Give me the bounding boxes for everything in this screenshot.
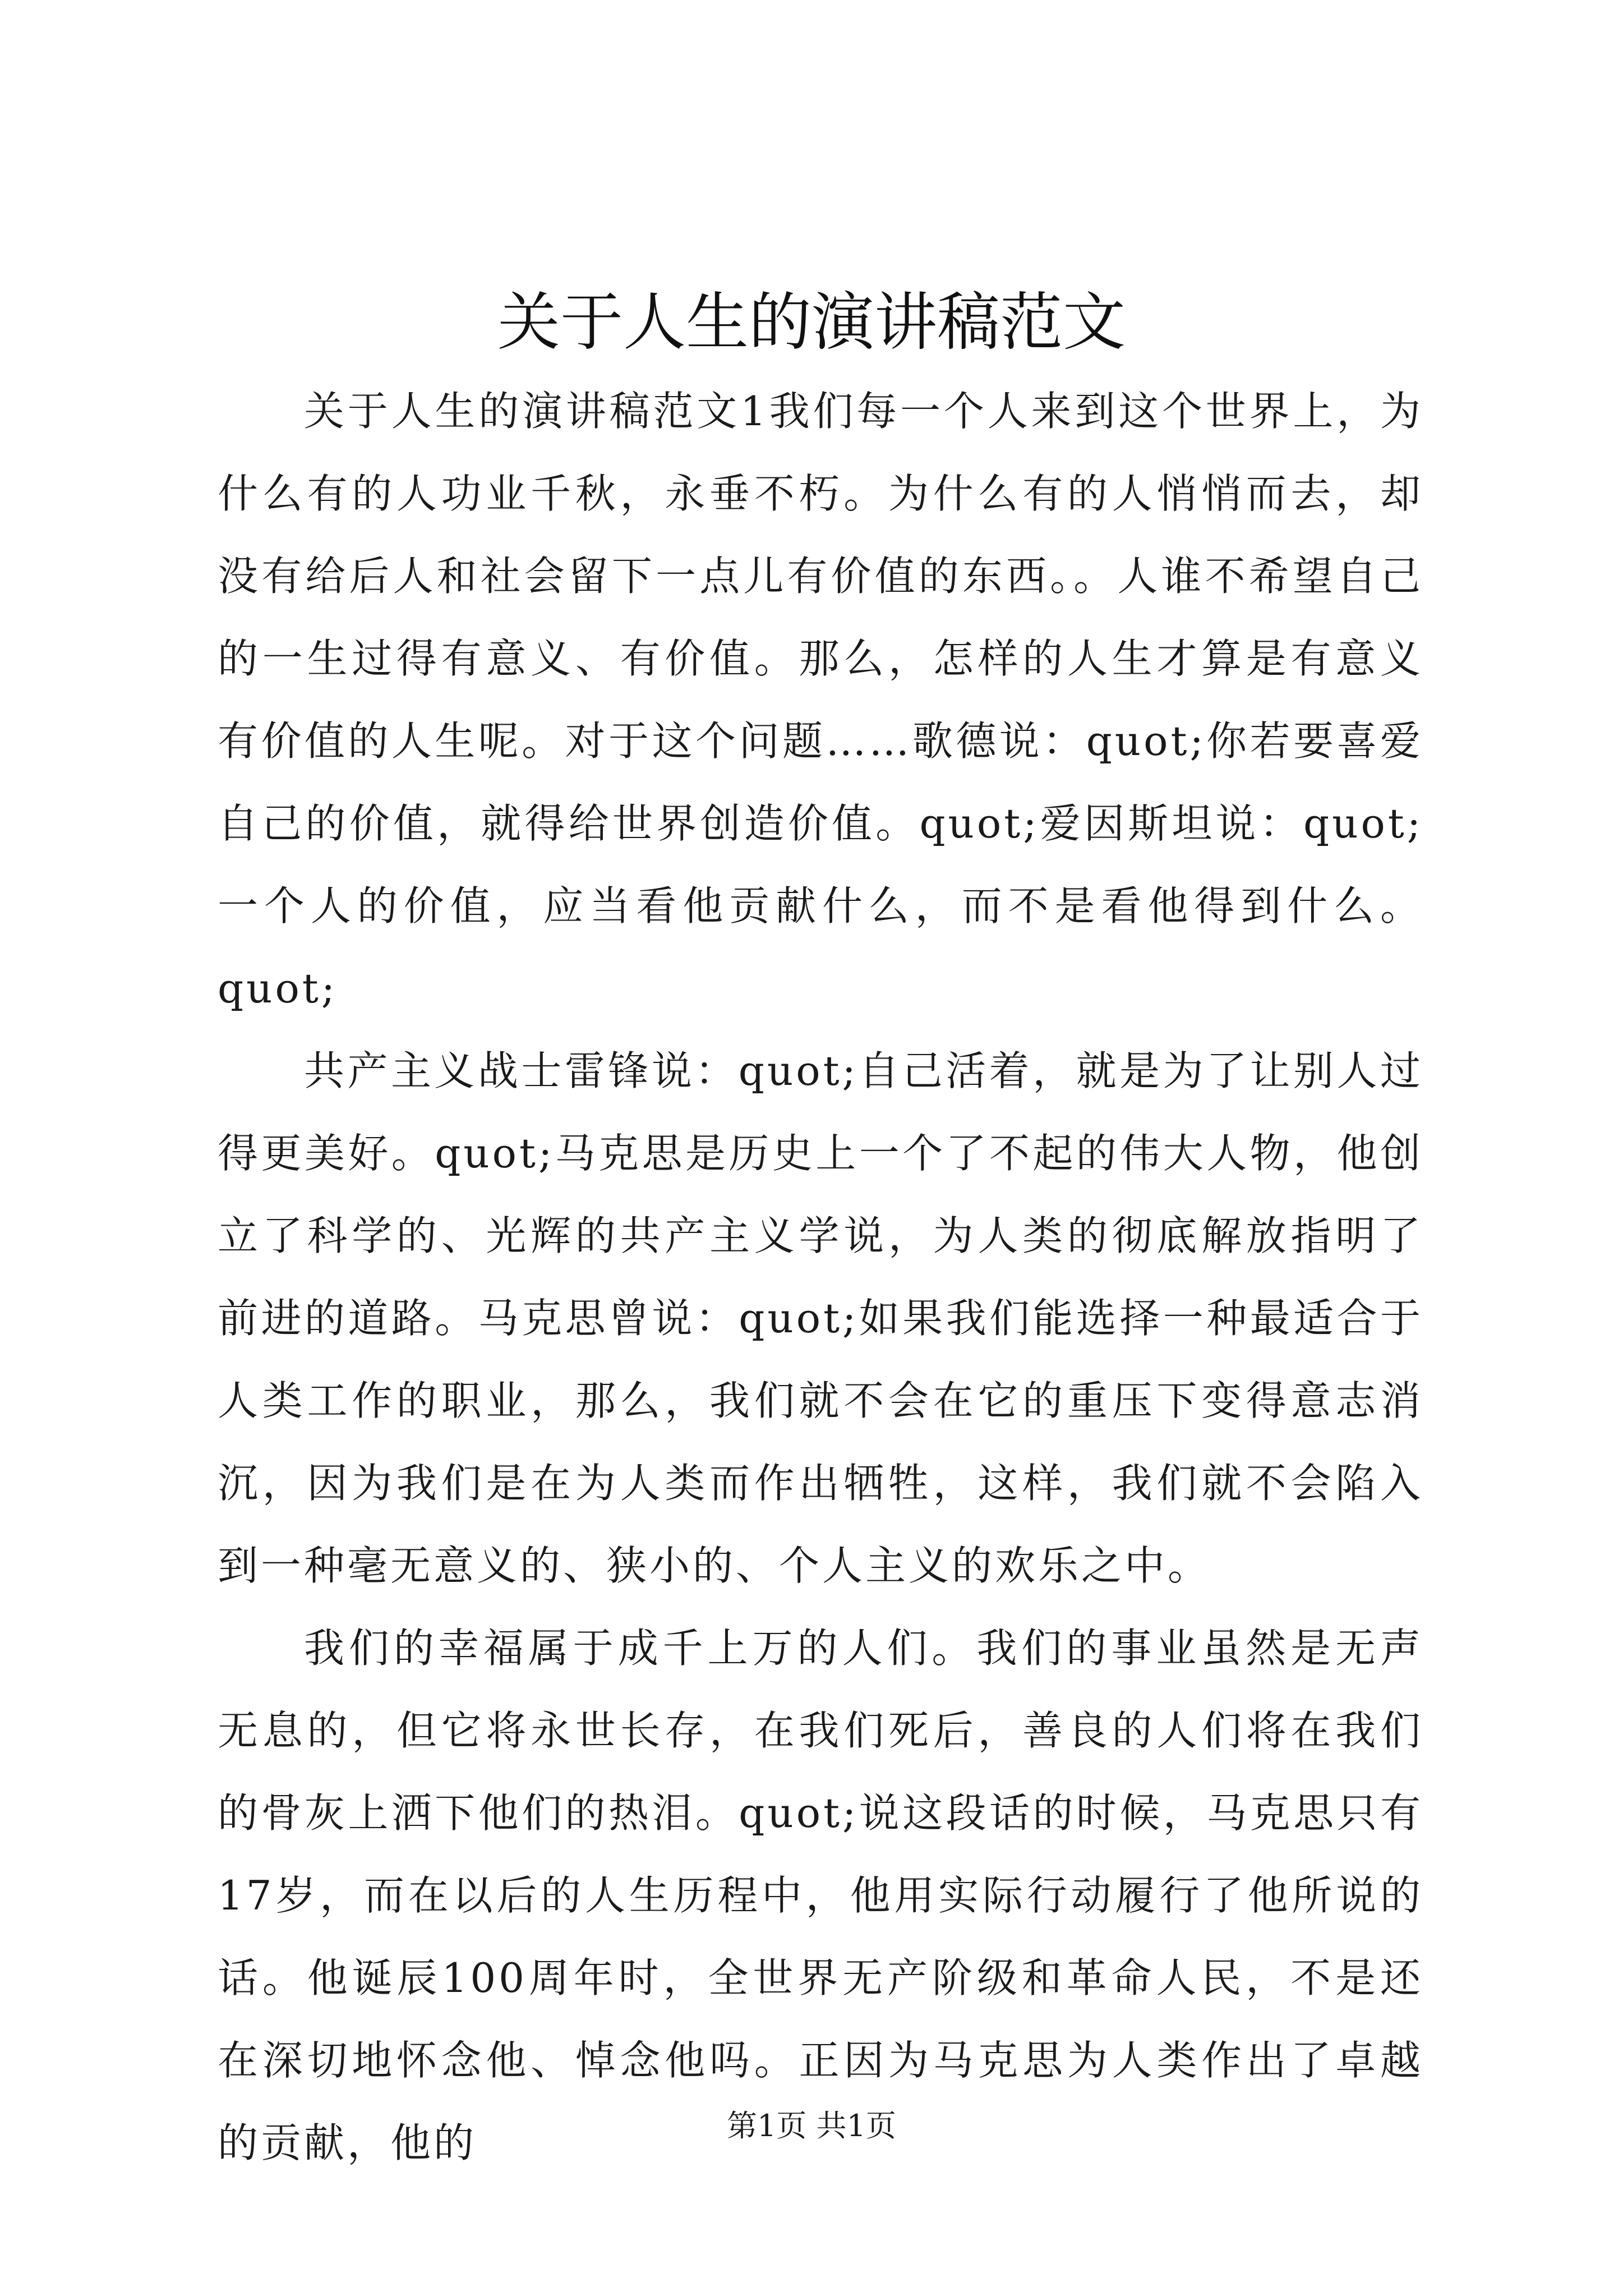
paragraph-3: 我们的幸福属于成千上万的人们。我们的事业虽然是无声无息的，但它将永世长存，在我们死后，善良的人们将在我们的骨灰上洒下他们的热泪。quot;说这段话的时候，马克思只有17岁，而在以后的人生历程中，他用实际行动履行了他所说的话。他诞辰100周年时，全世界无产阶级和革命人民，不是还在深切地怀念他、悼念他吗。正因为马克思为人类作出了卓越的贡献，他的	[218, 1625, 1423, 2166]
paragraph-1: 关于人生的演讲稿范文1我们每一个人来到这个世界上，为什么有的人功业千秋，永垂不朽。为什么有的人悄悄而去，却没有给后人和社会留下一点儿有价值的东西。。人谁不希望自己的一生过得有意义、有价值。那么，怎样的人生才算是有意义有价值的人生呢。对于这个问题……歌德说：quot;你若要喜爱自己的价值，就得给世界创造价值。quot;爱因斯坦说：quot;一个人的价值，应当看他贡献什么，而不是看他得到什么。quot;	[218, 388, 1423, 1012]
document-body	[218, 370, 1423, 2184]
paragraph-2: 共产主义战士雷锋说：quot;自己活着，就是为了让别人过得更美好。quot;马克思是历史上一个了不起的伟大人物，他创立了科学的、光辉的共产主义学说，为人类的彻底解放指明了前进的道路。马克思曾说：quot;如果我们能选择一种最适合于人类工作的职业，那么，我们就不会在它的重压下变得意志消沉，因为我们是在为人类而作出牺牲，这样，我们就不会陷入到一种毫无意义的、狭小的、个人主义的欢乐之中。	[218, 1047, 1423, 1589]
page-number-footer: 第1页 共1页	[727, 2108, 896, 2143]
document-title: 关于人生的演讲稿范文	[497, 286, 1126, 359]
